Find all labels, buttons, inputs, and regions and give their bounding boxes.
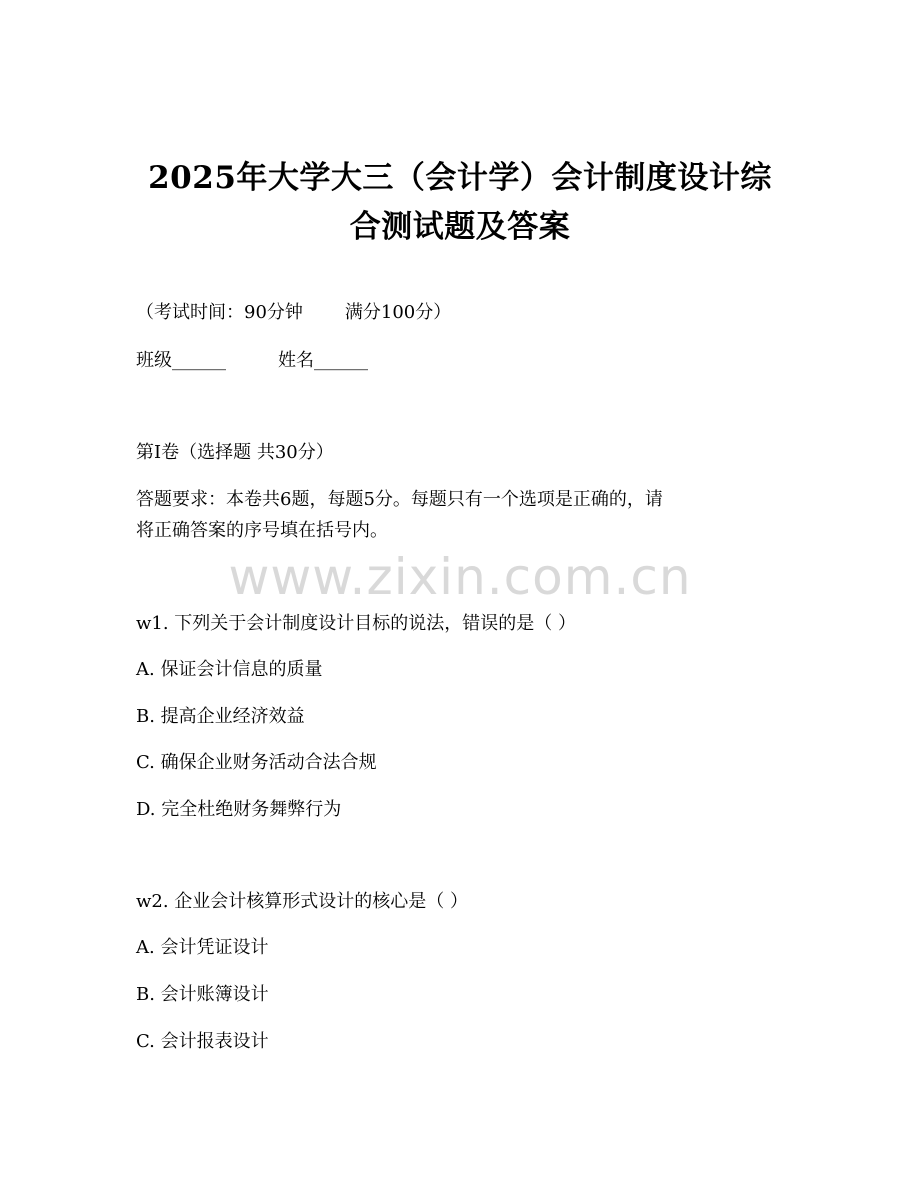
question-option: A. 会计凭证设计 bbox=[136, 937, 269, 958]
question-option: D. 完全杜绝财务舞弊行为 bbox=[136, 799, 342, 820]
section-heading: 第Ⅰ卷（选择题 共30分） bbox=[136, 442, 334, 463]
exam-time: （考试时间：90分钟 bbox=[136, 302, 303, 323]
student-info bbox=[136, 348, 368, 374]
question-stem: w2. 企业会计核算形式设计的核心是（ ） bbox=[136, 891, 469, 912]
watermark: www.zixin.com.cn bbox=[228, 548, 692, 606]
question-stem: w1. 下列关于会计制度设计目标的说法，错误的是（ ） bbox=[136, 613, 577, 634]
full-score: 满分100分） bbox=[344, 302, 452, 323]
document-title-line-2: 合测试题及答案 bbox=[349, 209, 571, 245]
question-option: B. 会计账簿设计 bbox=[136, 984, 269, 1005]
name-field: 姓名______ bbox=[278, 350, 368, 371]
question-option: B. 提高企业经济效益 bbox=[136, 706, 305, 727]
question-option: C. 会计报表设计 bbox=[136, 1031, 269, 1052]
question-option: C. 确保企业财务活动合法合规 bbox=[136, 752, 377, 773]
exam-info bbox=[136, 300, 451, 326]
question-option: A. 保证会计信息的质量 bbox=[136, 659, 323, 680]
document-title-line-1: 2025年大学大三（会计学）会计制度设计综 bbox=[148, 160, 772, 196]
instructions-line-2: 将正确答案的序号填在括号内。 bbox=[136, 520, 388, 541]
instructions-line-1: 答题要求：本卷共6题，每题5分。每题只有一个选项是正确的，请 bbox=[136, 489, 663, 510]
class-field: 班级______ bbox=[136, 350, 226, 371]
